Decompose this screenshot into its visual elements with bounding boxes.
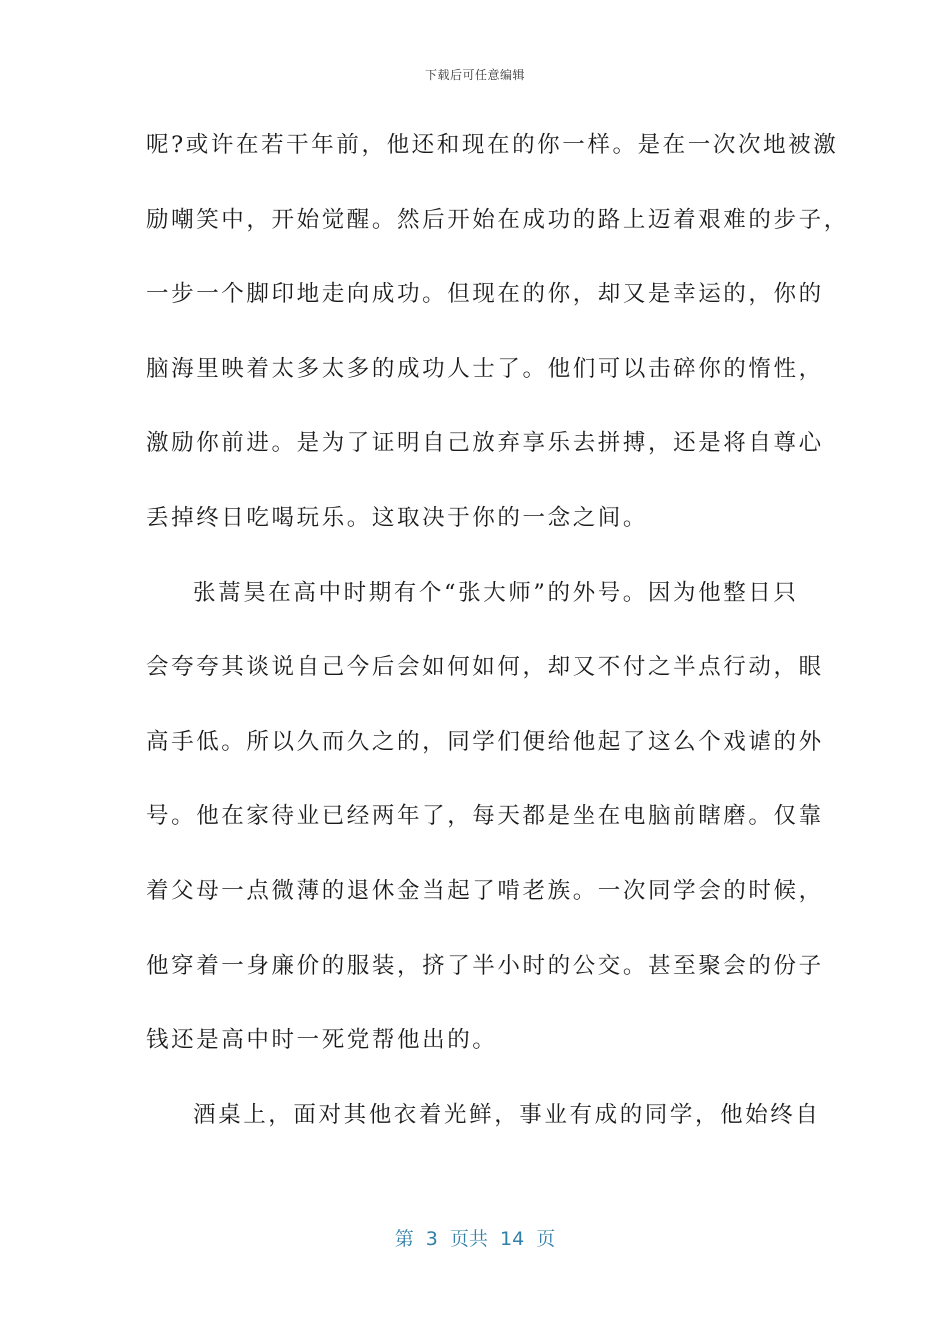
text-line: 丢掉终日吃喝玩乐。这取决于你的一念之间。 bbox=[146, 504, 649, 531]
paragraph-start-line: 酒桌上，面对其他衣着光鲜，事业有成的同学，他始终自 bbox=[193, 1101, 821, 1128]
text-line: 钱还是高中时一死党帮他出的。 bbox=[146, 1027, 498, 1054]
text-line: 会夸夸其谈说自己今后会如何如何，却又不付之半点行动，眼 bbox=[146, 654, 824, 681]
text-line: 一步一个脚印地走向成功。但现在的你，却又是幸运的，你的 bbox=[146, 281, 824, 308]
document-body bbox=[146, 108, 849, 1152]
header-note: 下载后可任意编辑 bbox=[424, 68, 525, 82]
page-number-footer: 第 3 页共 14 页 bbox=[394, 1228, 556, 1250]
text-line: 高手低。所以久而久之的，同学们便给他起了这么个戏谑的外 bbox=[146, 728, 824, 755]
text-line: 呢?或许在若干年前，他还和现在的你一样。是在一次次地被激 bbox=[146, 132, 839, 158]
text-line: 脑海里映着太多太多的成功人士了。他们可以击碎你的惰性， bbox=[146, 355, 824, 382]
text-line: 他穿着一身廉价的服装，挤了半小时的公交。甚至聚会的份子 bbox=[146, 952, 824, 979]
text-line: 号。他在家待业已经两年了，每天都是坐在电脑前瞎磨。仅靠 bbox=[146, 803, 824, 830]
paragraph-start-line: 张蒿昊在高中时期有个“张大师”的外号。因为他整日只 bbox=[193, 579, 799, 606]
text-line: 励嘲笑中，开始觉醒。然后开始在成功的路上迈着艰难的步子， bbox=[146, 206, 849, 233]
text-line: 激励你前进。是为了证明自己放弃享乐去拼搏，还是将自尊心 bbox=[146, 430, 824, 457]
text-line: 着父母一点微薄的退休金当起了啃老族。一次同学会的时候， bbox=[146, 877, 824, 904]
